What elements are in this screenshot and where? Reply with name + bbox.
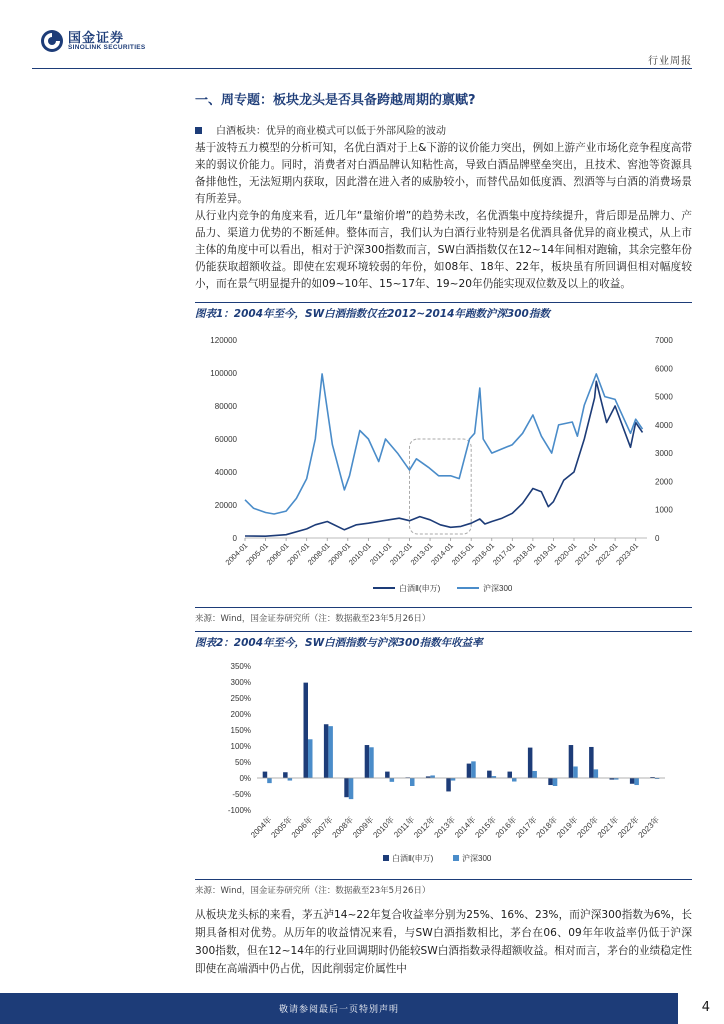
x-category-label: 2015年 [473, 815, 499, 840]
x-category-label: 2010年 [371, 815, 397, 840]
figure1-source: 来源：Wind，国金证券研究所（注：数据截至23年5月26日） [195, 614, 431, 624]
x-category-label: 2021年 [595, 815, 621, 840]
section-title: 一、周专题：板块龙头是否具备跨越周期的禀赋? [195, 93, 476, 108]
y-tick-label: 200% [230, 710, 251, 719]
series-baijiu-line [245, 381, 643, 536]
bar-baijiu [344, 778, 349, 797]
y-left-tick-label: 100000 [210, 369, 237, 378]
x-tick-label: 2011-01 [367, 541, 394, 567]
y-left-tick-label: 120000 [210, 336, 237, 345]
bar-baijiu [508, 772, 513, 778]
x-tick-label: 2008-01 [305, 541, 332, 567]
y-tick-label: -50% [232, 790, 251, 799]
footer-bar [0, 993, 678, 1024]
legend-label: 沪深300 [462, 854, 492, 863]
bar-hs300 [594, 769, 599, 778]
x-tick-label: 2020-01 [552, 541, 579, 567]
x-category-label: 2007年 [310, 815, 335, 840]
bar-baijiu [528, 748, 533, 778]
x-tick-label: 2009-01 [326, 541, 353, 567]
bar-hs300 [328, 726, 333, 778]
figure2-bar-chart [195, 656, 692, 878]
logo-mark-icon [40, 29, 64, 53]
figure1-bottom-rule [195, 607, 692, 608]
x-tick-label: 2012-01 [388, 541, 414, 567]
paragraph-3: 从板块龙头标的来看，茅五泸14~22年复合收益率分别为25%、16%、23%，而沪深300指数为6%，长期具备相对优势。从历年的收益情况来看，与SW白酒指数相比，茅台在06、09年年收益率仍低于沪深300指数，但在12~14年的行业回调期时仍能较SW白酒指数录得超额收益。相对而言，茅台的业绩稳定性即使在高端酒中仍占优，因此削弱定价属性中 [195, 909, 693, 975]
y-left-tick-label: 20000 [214, 501, 237, 510]
x-category-label: 2011年 [392, 815, 417, 840]
header-divider [32, 68, 692, 69]
x-tick-label: 2022-01 [593, 541, 620, 567]
figure2-bottom-rule [195, 879, 692, 880]
bar-hs300 [553, 778, 558, 786]
y-right-tick-label: 7000 [655, 336, 673, 345]
highlight-box-2012-2014 [410, 439, 472, 534]
x-category-label: 2023年 [636, 815, 662, 840]
y-tick-label: -100% [227, 806, 251, 815]
x-tick-label: 2017-01 [490, 541, 517, 567]
bar-hs300 [471, 761, 476, 778]
bar-baijiu [283, 772, 288, 778]
footer-disclaimer: 敬请参阅最后一页特别声明 [278, 1005, 399, 1015]
bar-baijiu [365, 745, 370, 778]
bar-baijiu [304, 683, 309, 778]
x-tick-label: 2018-01 [511, 541, 538, 567]
x-tick-label: 2015-01 [449, 541, 476, 567]
legend-label: 沪深300 [483, 584, 513, 593]
y-tick-label: 0% [239, 774, 251, 783]
logo-text-cn: 国金证券 [68, 31, 125, 46]
x-category-label: 2009年 [351, 815, 376, 840]
paragraph-1: 基于波特五力模型的分析可知，名优白酒对于上&下游的议价能力突出，例如上游产业市场化竞争程度高带来的弱议价能力。同时，消费者对白酒品牌认知粘性高，导致白酒品牌壁垒突出，且技术、窖池等资源具备排他性，无法短期内获取，因此潜在进入者的威胁较小，而替代品如低度酒、烈酒等与白酒的消费场景有所差异。 [195, 142, 692, 205]
x-category-label: 2004年 [249, 815, 274, 840]
x-tick-label: 2019-01 [532, 541, 558, 567]
bar-hs300 [532, 771, 537, 778]
page-number: 4 [701, 1000, 710, 1015]
x-tick-label: 2014-01 [429, 541, 456, 567]
figure1-title: 图表1：2004年至今，SW白酒指数仅在2012~2014年跑数沪深300指数 [195, 302, 692, 324]
bullet-square-icon [195, 127, 202, 134]
x-tick-label: 2021-01 [573, 541, 599, 567]
x-tick-label: 2013-01 [408, 541, 435, 567]
section-bullet [195, 122, 446, 137]
y-right-tick-label: 5000 [655, 392, 673, 402]
y-right-tick-label: 4000 [655, 420, 673, 430]
y-right-tick-label: 0 [655, 534, 660, 543]
x-category-label: 2019年 [555, 815, 580, 840]
x-tick-label: 2023-01 [614, 541, 641, 567]
y-tick-label: 250% [230, 694, 251, 703]
x-category-label: 2008年 [330, 815, 356, 840]
x-category-label: 2017年 [514, 815, 539, 840]
x-tick-label: 2004-01 [223, 541, 250, 567]
bar-baijiu [630, 778, 635, 784]
x-tick-label: 2006-01 [264, 541, 291, 567]
y-right-tick-label: 3000 [655, 449, 673, 459]
logo-text-en: SINOLINK SECURITIES [68, 44, 146, 51]
y-right-tick-label: 6000 [655, 364, 673, 374]
legend-swatch [383, 855, 389, 861]
x-tick-label: 2005-01 [244, 541, 270, 567]
bar-baijiu [324, 724, 329, 778]
y-tick-label: 50% [234, 758, 251, 767]
page-footer [0, 993, 724, 1024]
x-tick-label: 2007-01 [285, 541, 312, 567]
y-tick-label: 300% [230, 678, 251, 687]
bar-baijiu [263, 772, 268, 778]
bar-hs300 [369, 747, 374, 778]
bar-hs300 [573, 766, 578, 778]
bar-baijiu [446, 778, 451, 791]
x-category-label: 2014年 [453, 815, 478, 840]
x-category-label: 2018年 [534, 815, 560, 840]
x-tick-label: 2010-01 [346, 541, 373, 567]
bar-baijiu [487, 771, 492, 778]
x-category-label: 2016年 [493, 815, 519, 840]
page-header [0, 0, 724, 70]
y-left-tick-label: 80000 [214, 402, 237, 411]
y-left-tick-label: 40000 [214, 468, 237, 477]
x-category-label: 2012年 [412, 815, 437, 840]
bar-hs300 [308, 739, 313, 778]
figure2-title: 图表2：2004年至今，SW白酒指数与沪深300指数年收益率 [195, 631, 692, 653]
figure1-line-chart [195, 330, 692, 605]
y-tick-label: 350% [230, 662, 251, 671]
x-category-label: 2006年 [289, 815, 315, 840]
y-right-tick-label: 1000 [655, 505, 673, 515]
report-type-label: 行业周报 [648, 56, 692, 67]
y-tick-label: 100% [230, 742, 251, 751]
y-tick-label: 150% [230, 726, 251, 735]
y-right-tick-label: 2000 [655, 477, 673, 487]
paragraph-2: 从行业内竞争的角度来看，近几年“量缩价增”的趋势未改，名优酒集中度持续提升，背后即是品牌力、产品力、渠道力优势的不断延伸。整体而言，我们认为白酒行业特别是名优酒具备优异的商业模式，从上市主体的角度中可以看出，相对于沪深300指数而言，SW白酒指数仅在12~14年间相对跑输，其余完整年份仍能获取超额收益。即使在宏观环境较弱的年份，如08年、18年、22年，板块虽有所回调但相对幅度较小，而在景气明显提升的如09~10年、15~17年、19~20年仍能实现双位数及以上的收益。 [195, 210, 693, 290]
x-category-label: 2005年 [269, 815, 295, 840]
bar-baijiu [385, 772, 390, 778]
x-category-label: 2020年 [575, 815, 601, 840]
bar-hs300 [390, 778, 395, 782]
y-left-tick-label: 60000 [214, 435, 237, 444]
bullet-text: 白酒板块：优异的商业模式可以低于外部风险的波动 [216, 126, 446, 137]
company-logo [40, 27, 160, 57]
bar-hs300 [267, 778, 272, 783]
x-tick-label: 2016-01 [470, 541, 497, 567]
bar-baijiu [569, 745, 574, 778]
bar-baijiu [467, 764, 472, 778]
bar-hs300 [349, 778, 354, 799]
legend-label: 白酒Ⅱ(申万) [392, 854, 434, 863]
bar-baijiu [589, 747, 594, 778]
x-category-label: 2013年 [432, 815, 458, 840]
legend-swatch [453, 855, 459, 861]
figure2-source: 来源：Wind，国金证券研究所（注：数据截至23年5月26日） [195, 886, 431, 896]
bar-hs300 [512, 778, 517, 782]
legend-label: 白酒Ⅱ(申万) [399, 584, 441, 593]
bar-hs300 [410, 778, 415, 786]
x-category-label: 2022年 [616, 815, 641, 840]
y-left-tick-label: 0 [232, 534, 237, 543]
bar-baijiu [548, 778, 553, 785]
bar-hs300 [634, 778, 639, 785]
